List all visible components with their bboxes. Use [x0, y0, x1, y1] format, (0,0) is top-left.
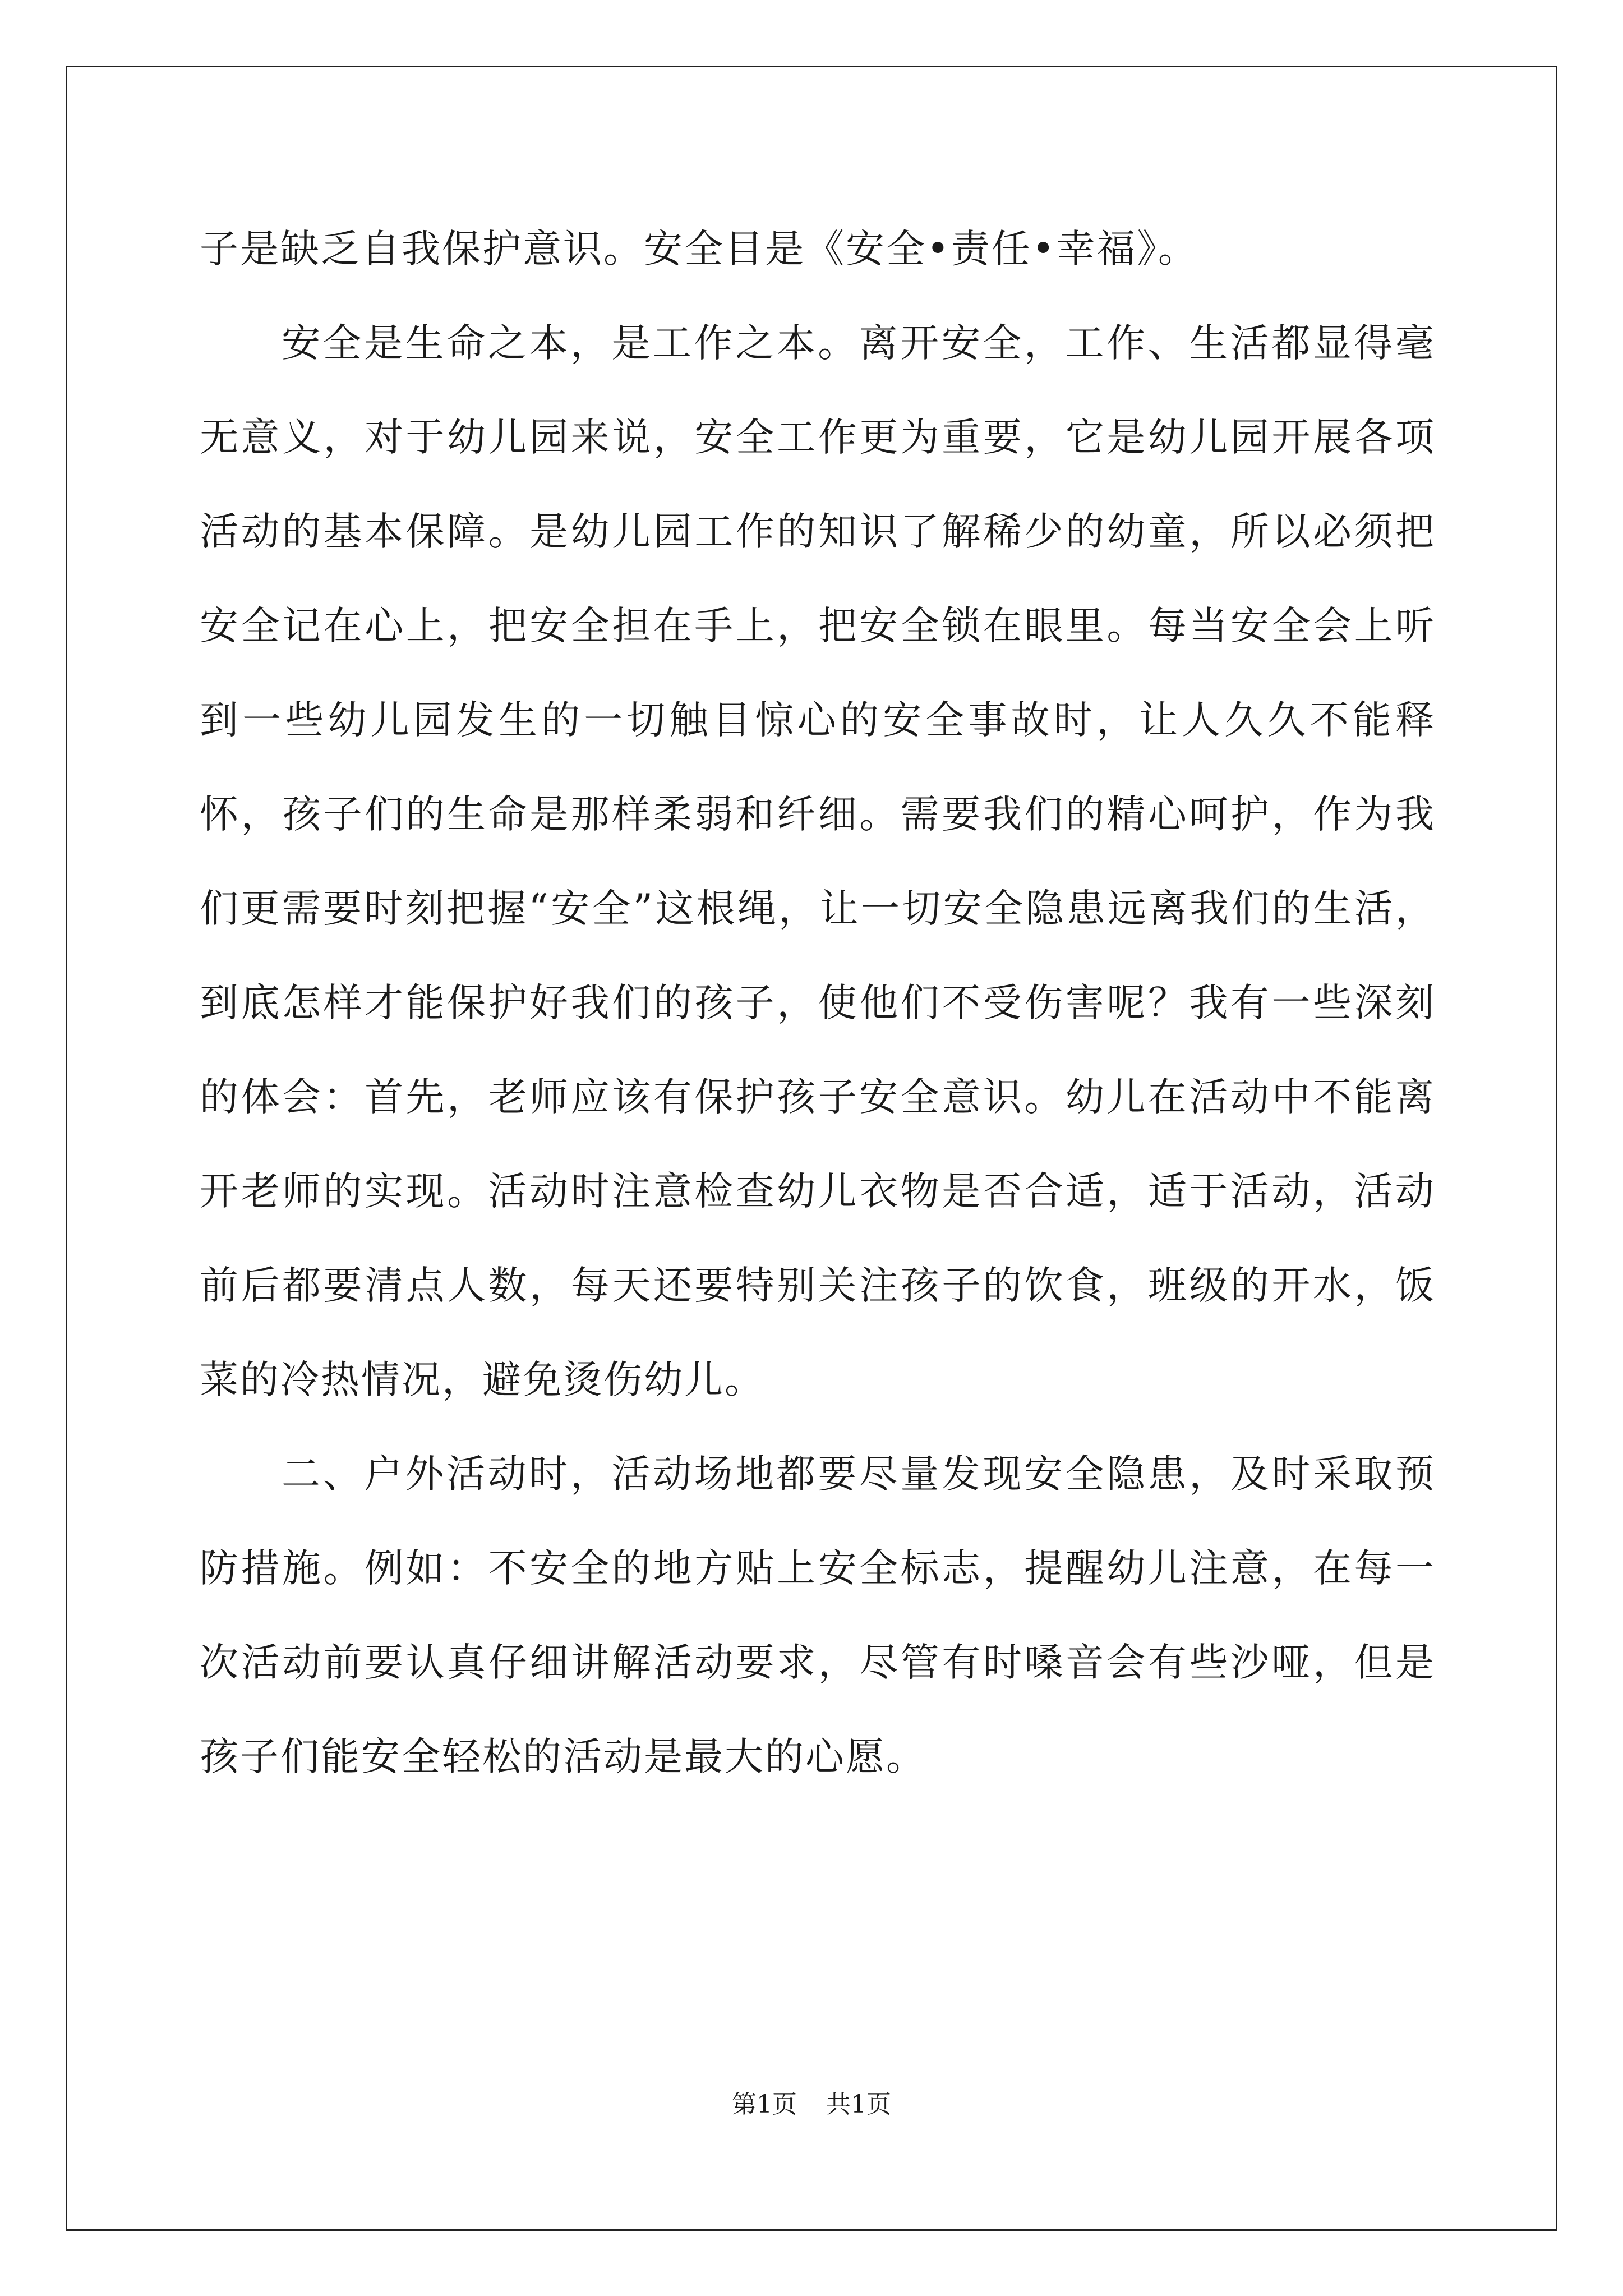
page-footer	[0, 2084, 1623, 2120]
page-total: 共1页	[826, 2090, 891, 2119]
paragraph-3: 二、户外活动时，活动场地都要尽量发现安全隐患，及时采取预防措施。例如：不安全的地方贴上安全标志，提醒幼儿注意，在每一次活动前要认真仔细讲解活动要求，尽管有时嗓音会有些沙哑，但是孩子们能安全轻松的活动是最大的心愿。	[200, 1452, 1436, 1779]
document-body	[200, 202, 1436, 1804]
paragraph-1: 子是缺乏自我保护意识。安全目是《安全•责任•幸福》。	[200, 227, 1198, 272]
page-number: 第1页	[732, 2090, 797, 2119]
paragraph-2: 安全是生命之本，是工作之本。离开安全，工作、生活都显得毫无意义，对于幼儿园来说，安全工作更为重要，它是幼儿园开展各项活动的基本保障。是幼儿园工作的知识了解稀少的幼童，所以必须把安全记在心上，把安全担在手上，把安全锁在眼里。每当安全会上听到一些幼儿园发生的一切触目惊心的安全事故时，让人久久不能释怀，孩子们的生命是那样柔弱和纤细。需要我们的精心呵护，作为我们更需要时刻把握“安全”这根绳，让一切安全隐患远离我们的生活，到底怎样才能保护好我们的孩子，使他们不受伤害呢？我有一些深刻的体会：首先，老师应该有保护孩子安全意识。幼儿在活动中不能离开老师的实现。活动时注意检查幼儿衣物是否合适，适于活动，活动前后都要清点人数，每天还要特别关注孩子的饮食，班级的开水，饭菜的冷热情况，避免烫伤幼儿。	[200, 321, 1436, 1402]
